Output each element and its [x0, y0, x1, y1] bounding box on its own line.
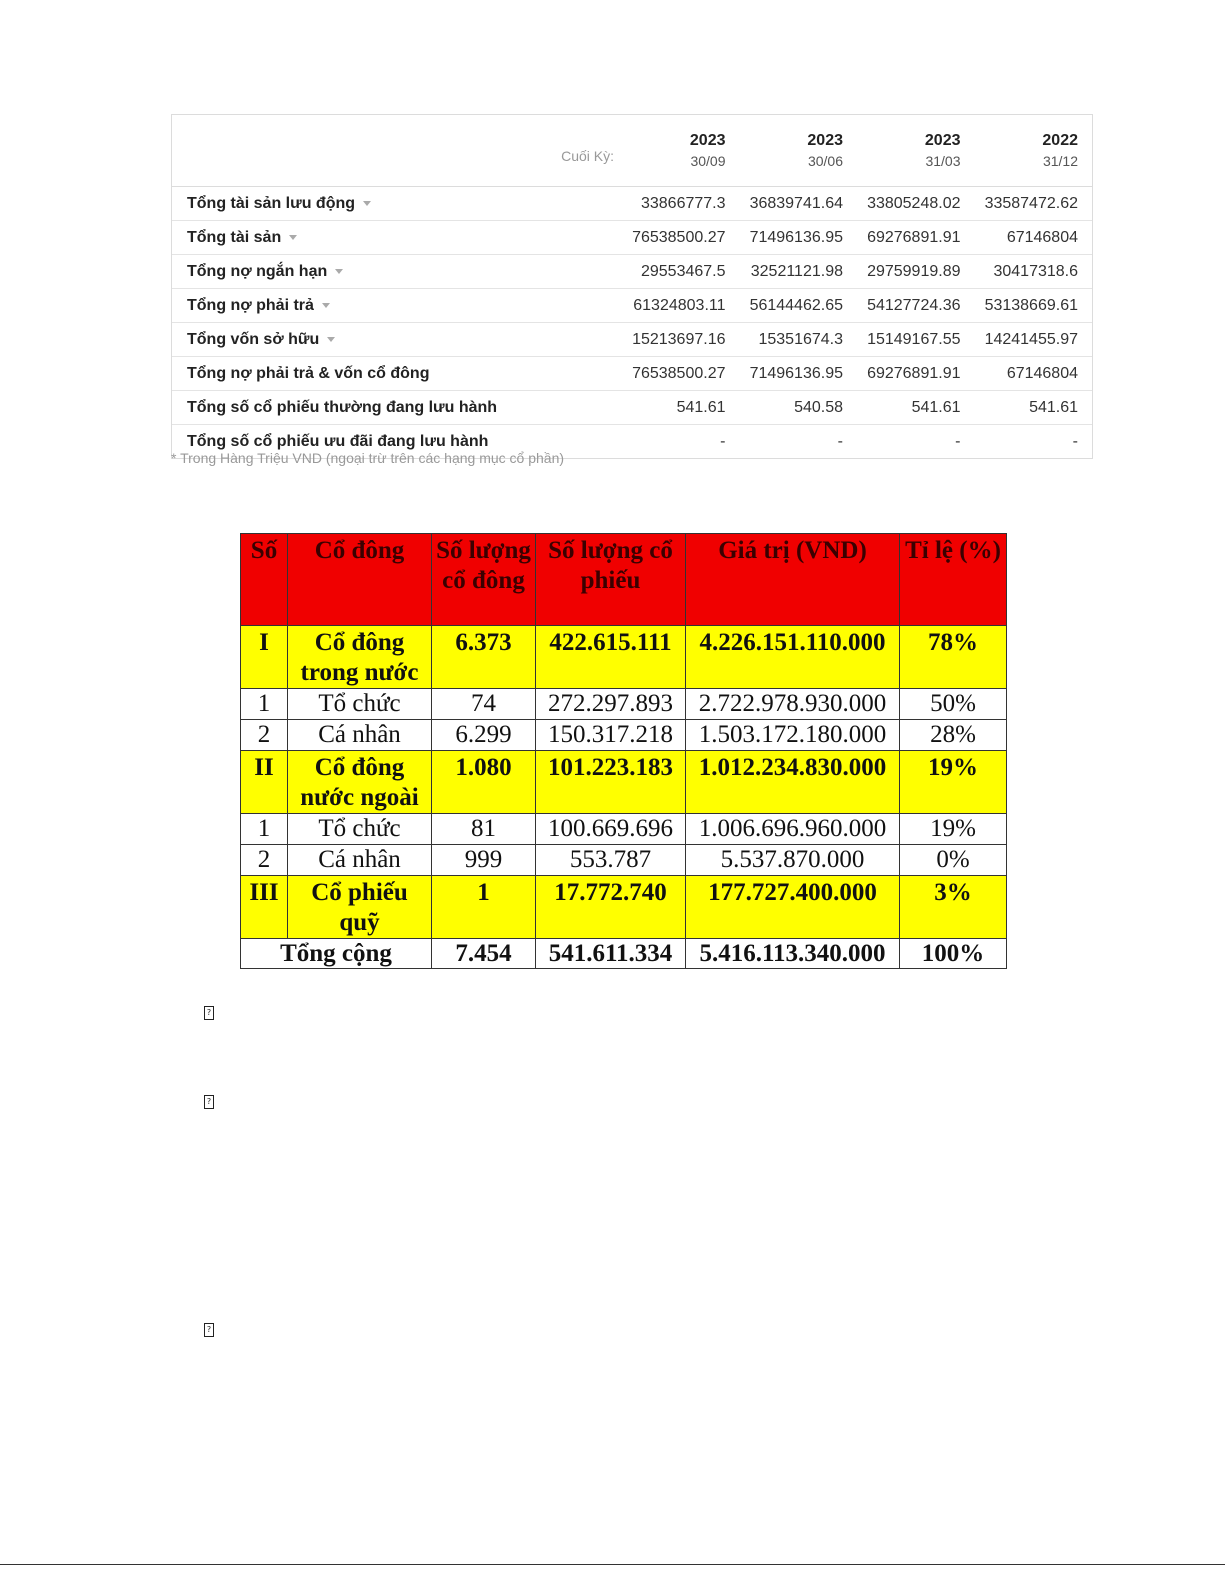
table-cell: 78%	[900, 626, 1007, 689]
table-cell: 272.297.893	[536, 689, 686, 720]
column-year: 2022	[1042, 131, 1078, 149]
total-cell: 541.611.334	[536, 939, 686, 969]
table-cell: 2	[241, 720, 288, 751]
value-cell: 33805248.02	[857, 187, 975, 221]
table-cell: Cổ phiếu quỹ	[288, 876, 432, 939]
value-cell: -	[1072, 432, 1078, 450]
value-cell: 15213697.16	[622, 323, 740, 357]
period-column-header[interactable]	[975, 115, 1093, 187]
table-row	[172, 357, 1092, 391]
period-column-header[interactable]	[857, 115, 975, 187]
value-cell: 29759919.89	[857, 255, 975, 289]
group-row	[241, 876, 1007, 939]
table-cell: Cá nhân	[288, 720, 432, 751]
column-date: 31/03	[925, 152, 961, 169]
table-header-row	[172, 115, 1092, 187]
value-cell: 15149167.55	[857, 323, 975, 357]
value-cell: 71496136.95	[740, 357, 858, 391]
table-cell: Tổ chức	[288, 814, 432, 845]
value-cell: 32521121.98	[740, 255, 858, 289]
header-cell: Số lượng cổ phiếu	[536, 534, 686, 626]
table-cell: 150.317.218	[536, 720, 686, 751]
table-row	[172, 289, 1092, 323]
table-cell: 3%	[900, 876, 1007, 939]
value-cell: 15351674.3	[740, 323, 858, 357]
row-label[interactable]	[172, 289, 622, 323]
value-cell: -	[955, 432, 961, 450]
total-cell: 5.416.113.340.000	[686, 939, 900, 969]
total-label: Tổng cộng	[241, 939, 432, 969]
table-cell: 100.669.696	[536, 814, 686, 845]
chevron-down-icon[interactable]	[322, 303, 330, 308]
row-label-text: Tổng nợ ngắn hạn	[187, 262, 328, 280]
row-label-text: Tổng vốn sở hữu	[187, 330, 320, 348]
row-label-text: Tổng số cổ phiếu ưu đãi đang lưu hành	[187, 432, 489, 450]
missing-glyph-icon: ?	[204, 1323, 214, 1337]
sub-row	[241, 845, 1007, 876]
financial-summary-card	[171, 114, 1093, 459]
value-cell: 30417318.6	[975, 255, 1093, 289]
value-cell: 56144462.65	[740, 289, 858, 323]
table-cell: 81	[432, 814, 536, 845]
header-cell: Cổ đông	[288, 534, 432, 626]
period-column-header[interactable]	[622, 115, 740, 187]
table-cell: II	[241, 751, 288, 814]
table-cell: 2	[241, 845, 288, 876]
table-cell: 19%	[900, 814, 1007, 845]
column-date: 30/06	[807, 152, 843, 169]
row-label-text: Tổng nợ phải trả	[187, 296, 314, 314]
table-cell: Cổ đông trong nước	[288, 626, 432, 689]
table-cell: 422.615.111	[536, 626, 686, 689]
chevron-down-icon[interactable]	[363, 201, 371, 206]
row-label[interactable]	[172, 255, 622, 289]
table-cell: 0%	[900, 845, 1007, 876]
header-cell: Số	[241, 534, 288, 626]
value-cell: 14241455.97	[975, 323, 1093, 357]
row-label	[172, 391, 622, 425]
total-cell: 7.454	[432, 939, 536, 969]
financial-rows	[172, 187, 1092, 459]
table-cell: I	[241, 626, 288, 689]
sub-row	[241, 689, 1007, 720]
value-cell: 76538500.27	[622, 221, 740, 255]
value-cell: 541.61	[622, 391, 740, 425]
row-label-text: Tổng nợ phải trả & vốn cổ đông	[187, 364, 430, 382]
table-cell: Tổ chức	[288, 689, 432, 720]
row-label[interactable]	[172, 221, 622, 255]
row-label-text: Tổng tài sản lưu động	[187, 194, 356, 212]
table-cell: 2.722.978.930.000	[686, 689, 900, 720]
period-column-header[interactable]	[740, 115, 858, 187]
group-row	[241, 626, 1007, 689]
value-cell: 69276891.91	[857, 357, 975, 391]
table-cell: 6.299	[432, 720, 536, 751]
value-cell: 29553467.5	[622, 255, 740, 289]
column-year: 2023	[924, 131, 961, 149]
column-year: 2023	[689, 131, 726, 149]
shareholder-header-row	[241, 534, 1007, 626]
table-cell: 101.223.183	[536, 751, 686, 814]
missing-glyph-icon: ?	[204, 1095, 214, 1109]
row-label[interactable]	[172, 187, 622, 221]
value-cell: 61324803.11	[622, 289, 740, 323]
shareholder-rows	[241, 626, 1007, 939]
table-cell: 74	[432, 689, 536, 720]
row-label-text: Tổng tài sản	[187, 228, 282, 246]
value-cell: 540.58	[740, 391, 858, 425]
value-cell: 541.61	[975, 391, 1093, 425]
total-cell: 100%	[900, 939, 1007, 969]
group-row	[241, 751, 1007, 814]
table-cell: 1.503.172.180.000	[686, 720, 900, 751]
value-cell: 69276891.91	[857, 221, 975, 255]
header-cell: Giá trị (VND)	[686, 534, 900, 626]
table-cell: 1.012.234.830.000	[686, 751, 900, 814]
value-cell: 33587472.62	[975, 187, 1093, 221]
value-cell: 541.61	[857, 391, 975, 425]
shareholder-structure-table	[240, 533, 1007, 969]
header-cell: Số lượng cổ đông	[432, 534, 536, 626]
value-cell: 53138669.61	[975, 289, 1093, 323]
table-cell: 1	[241, 814, 288, 845]
column-date: 30/09	[690, 152, 726, 169]
value-cell: 67146804	[975, 221, 1093, 255]
table-cell: 28%	[900, 720, 1007, 751]
value-cell: 76538500.27	[622, 357, 740, 391]
table-cell: 5.537.870.000	[686, 845, 900, 876]
table-cell: 177.727.400.000	[686, 876, 900, 939]
table-row	[172, 187, 1092, 221]
row-label	[172, 357, 622, 391]
header-cell: Tỉ lệ (%)	[900, 534, 1007, 626]
sub-row	[241, 720, 1007, 751]
table-cell: 50%	[900, 689, 1007, 720]
page-bottom-rule	[0, 1564, 1225, 1565]
table-cell: 999	[432, 845, 536, 876]
value-cell: 36839741.64	[740, 187, 858, 221]
table-cell: 19%	[900, 751, 1007, 814]
value-cell: 54127724.36	[857, 289, 975, 323]
table-row	[172, 323, 1092, 357]
value-cell: -	[837, 432, 843, 450]
table-row	[172, 255, 1092, 289]
table-cell: 6.373	[432, 626, 536, 689]
total-row	[241, 939, 1007, 969]
column-year: 2023	[807, 131, 843, 149]
table-cell: 1.006.696.960.000	[686, 814, 900, 845]
chevron-down-icon[interactable]	[327, 337, 335, 342]
table-cell: Cổ đông nước ngoài	[288, 751, 432, 814]
chevron-down-icon[interactable]	[335, 269, 343, 274]
table-cell: 1	[241, 689, 288, 720]
table-row	[172, 391, 1092, 425]
table-cell: 4.226.151.110.000	[686, 626, 900, 689]
table-cell: 1	[432, 876, 536, 939]
table-cell: III	[241, 876, 288, 939]
sub-row	[241, 814, 1007, 845]
table-row	[172, 221, 1092, 255]
table-cell: 1.080	[432, 751, 536, 814]
value-cell: 67146804	[975, 357, 1093, 391]
table-cell: 553.787	[536, 845, 686, 876]
table-cell: Cá nhân	[288, 845, 432, 876]
chevron-down-icon[interactable]	[289, 235, 297, 240]
column-date: 31/12	[1042, 152, 1078, 169]
table-cell: 17.772.740	[536, 876, 686, 939]
period-label: Cuối Kỳ:	[172, 115, 622, 187]
value-cell: 71496136.95	[740, 221, 858, 255]
row-label-text: Tổng số cổ phiếu thường đang lưu hành	[187, 398, 498, 416]
value-cell: 33866777.3	[622, 187, 740, 221]
row-label[interactable]	[172, 323, 622, 357]
value-cell: -	[720, 432, 726, 450]
financial-summary-table	[172, 115, 1092, 458]
missing-glyph-icon: ?	[204, 1006, 214, 1020]
units-footnote: * Trong Hàng Triệu VND (ngoại trừ trên các hạng mục cổ phần)	[171, 450, 565, 466]
